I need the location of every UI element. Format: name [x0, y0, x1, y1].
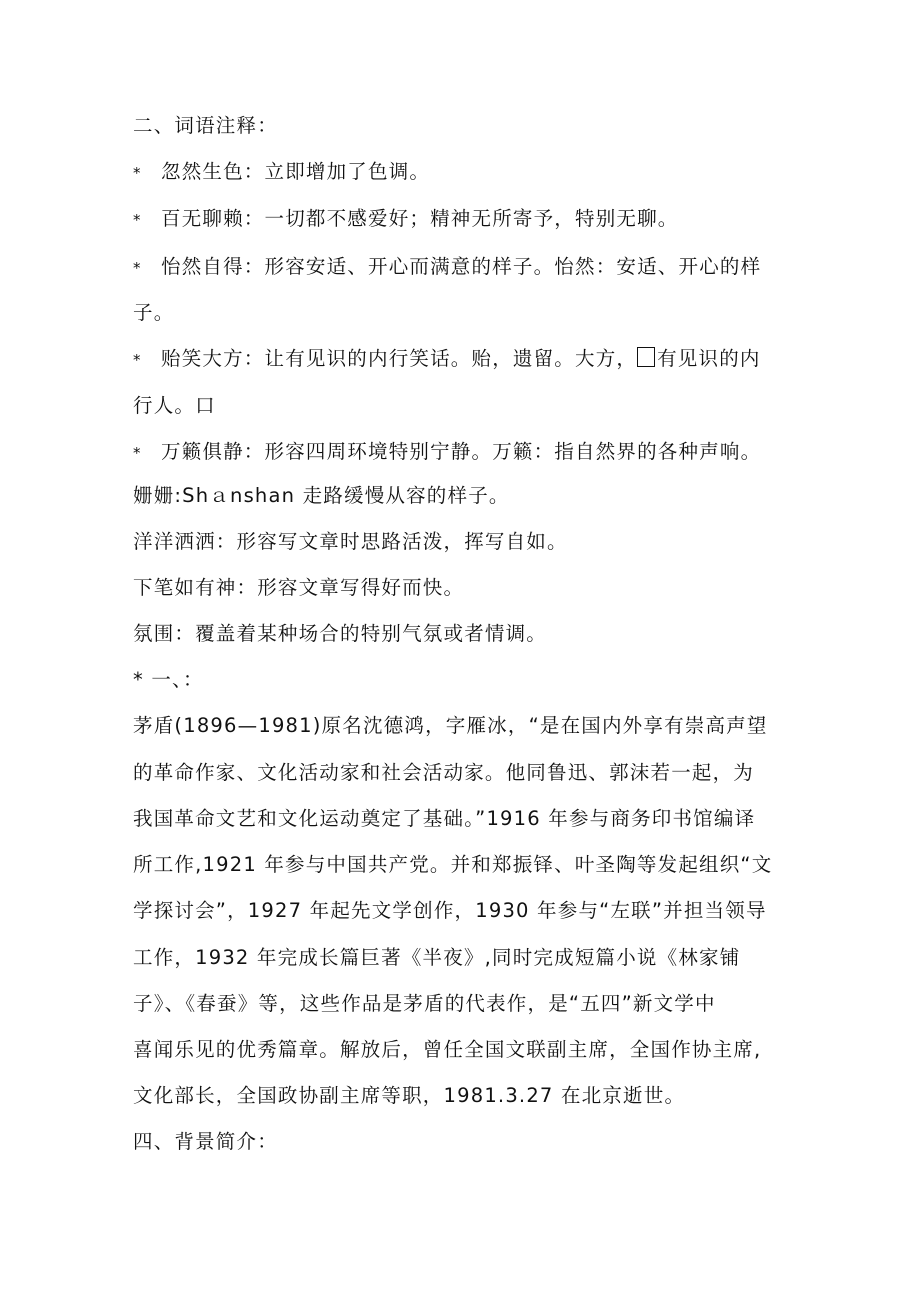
- bio-line: 的革命作家、文化活动家和社会活动家。他同鲁迅、郭沫若一起，为: [133, 761, 755, 784]
- bio-line: 子》、《春蚕》等，这些作品是茅盾的代表作，是“五四”新文学中: [133, 992, 716, 1015]
- bullet-mark: *: [133, 164, 142, 182]
- vocab-entry-plain: 洋洋洒洒：形容写文章时思路活泼，挥写自如。: [133, 530, 568, 553]
- vocab-entry: [133, 438, 761, 467]
- bio-line: 所工作,1921 年参与中国共产党。并和郑振铎、叶圣陶等发起组织“文: [133, 853, 773, 876]
- vocab-entry-text: 万籁俱静：形容四周环境特别宁静。万籁：指自然界的各种声响。: [161, 440, 762, 463]
- vocab-entry-plain: 姗姗:Shａnshan 走路缓慢从容的样子。: [133, 484, 510, 507]
- bullet-mark: *: [133, 259, 142, 277]
- bio-line: 我国革命文艺和文化运动奠定了基础。”1916 年参与商务印书馆编译: [133, 807, 756, 830]
- vocab-entry: [133, 205, 679, 234]
- vocab-entry: [133, 253, 761, 282]
- vocab-entry-text: 贻笑大方：让有见识的内行笑话。贻，遗留。大方，: [161, 347, 638, 370]
- bio-line: 茅盾(1896—1981)原名沈德鸿，字雁冰，“是在国内外享有崇高声望: [133, 714, 768, 737]
- vocab-entry-continuation: 子。: [133, 301, 175, 324]
- section-heading-vocab: 二、词语注释：: [133, 114, 278, 137]
- bio-line: 喜闻乐见的优秀篇章。解放后，曾任全国文联副主席，全国作协主席,: [133, 1038, 762, 1061]
- bio-line: 工作，1932 年完成长篇巨著《半夜》,同时完成短篇小说《林家铺: [133, 946, 741, 969]
- vocab-entry-plain: 氛围：覆盖着某种场合的特别气氛或者情调。: [133, 622, 548, 645]
- vocab-entry-text: 忽然生色：立即增加了色调。: [161, 160, 431, 183]
- vocab-entry-plain: 下笔如有神：形容文章写得好而快。: [133, 576, 465, 599]
- bullet-mark: *: [133, 211, 142, 229]
- vocab-entry: [133, 158, 430, 187]
- vocab-entry-text-tail: 有见识的内: [657, 347, 761, 370]
- bio-line: 学探讨会”，1927 年起先文学创作，1930 年参与“左联”并担当领导: [133, 899, 767, 922]
- bio-line: 文化部长，全国政协副主席等职，1981.3.27 在北京逝世。: [133, 1084, 686, 1107]
- vocab-entry-text: 百无聊赖：一切都不感爱好；精神无所寄予，特别无聊。: [161, 207, 679, 230]
- bullet-mark: *: [133, 351, 142, 369]
- empty-box-glyph: [637, 347, 655, 367]
- section-heading-background: 四、背景简介：: [133, 1130, 278, 1153]
- bullet-mark: *: [133, 444, 142, 462]
- vocab-entry: [133, 345, 761, 374]
- section-heading-author: * 一、：: [133, 668, 204, 691]
- vocab-entry-continuation: 行人。口: [133, 394, 216, 417]
- vocab-entry-text: 怡然自得：形容安适、开心而满意的样子。怡然：安适、开心的样: [161, 255, 762, 278]
